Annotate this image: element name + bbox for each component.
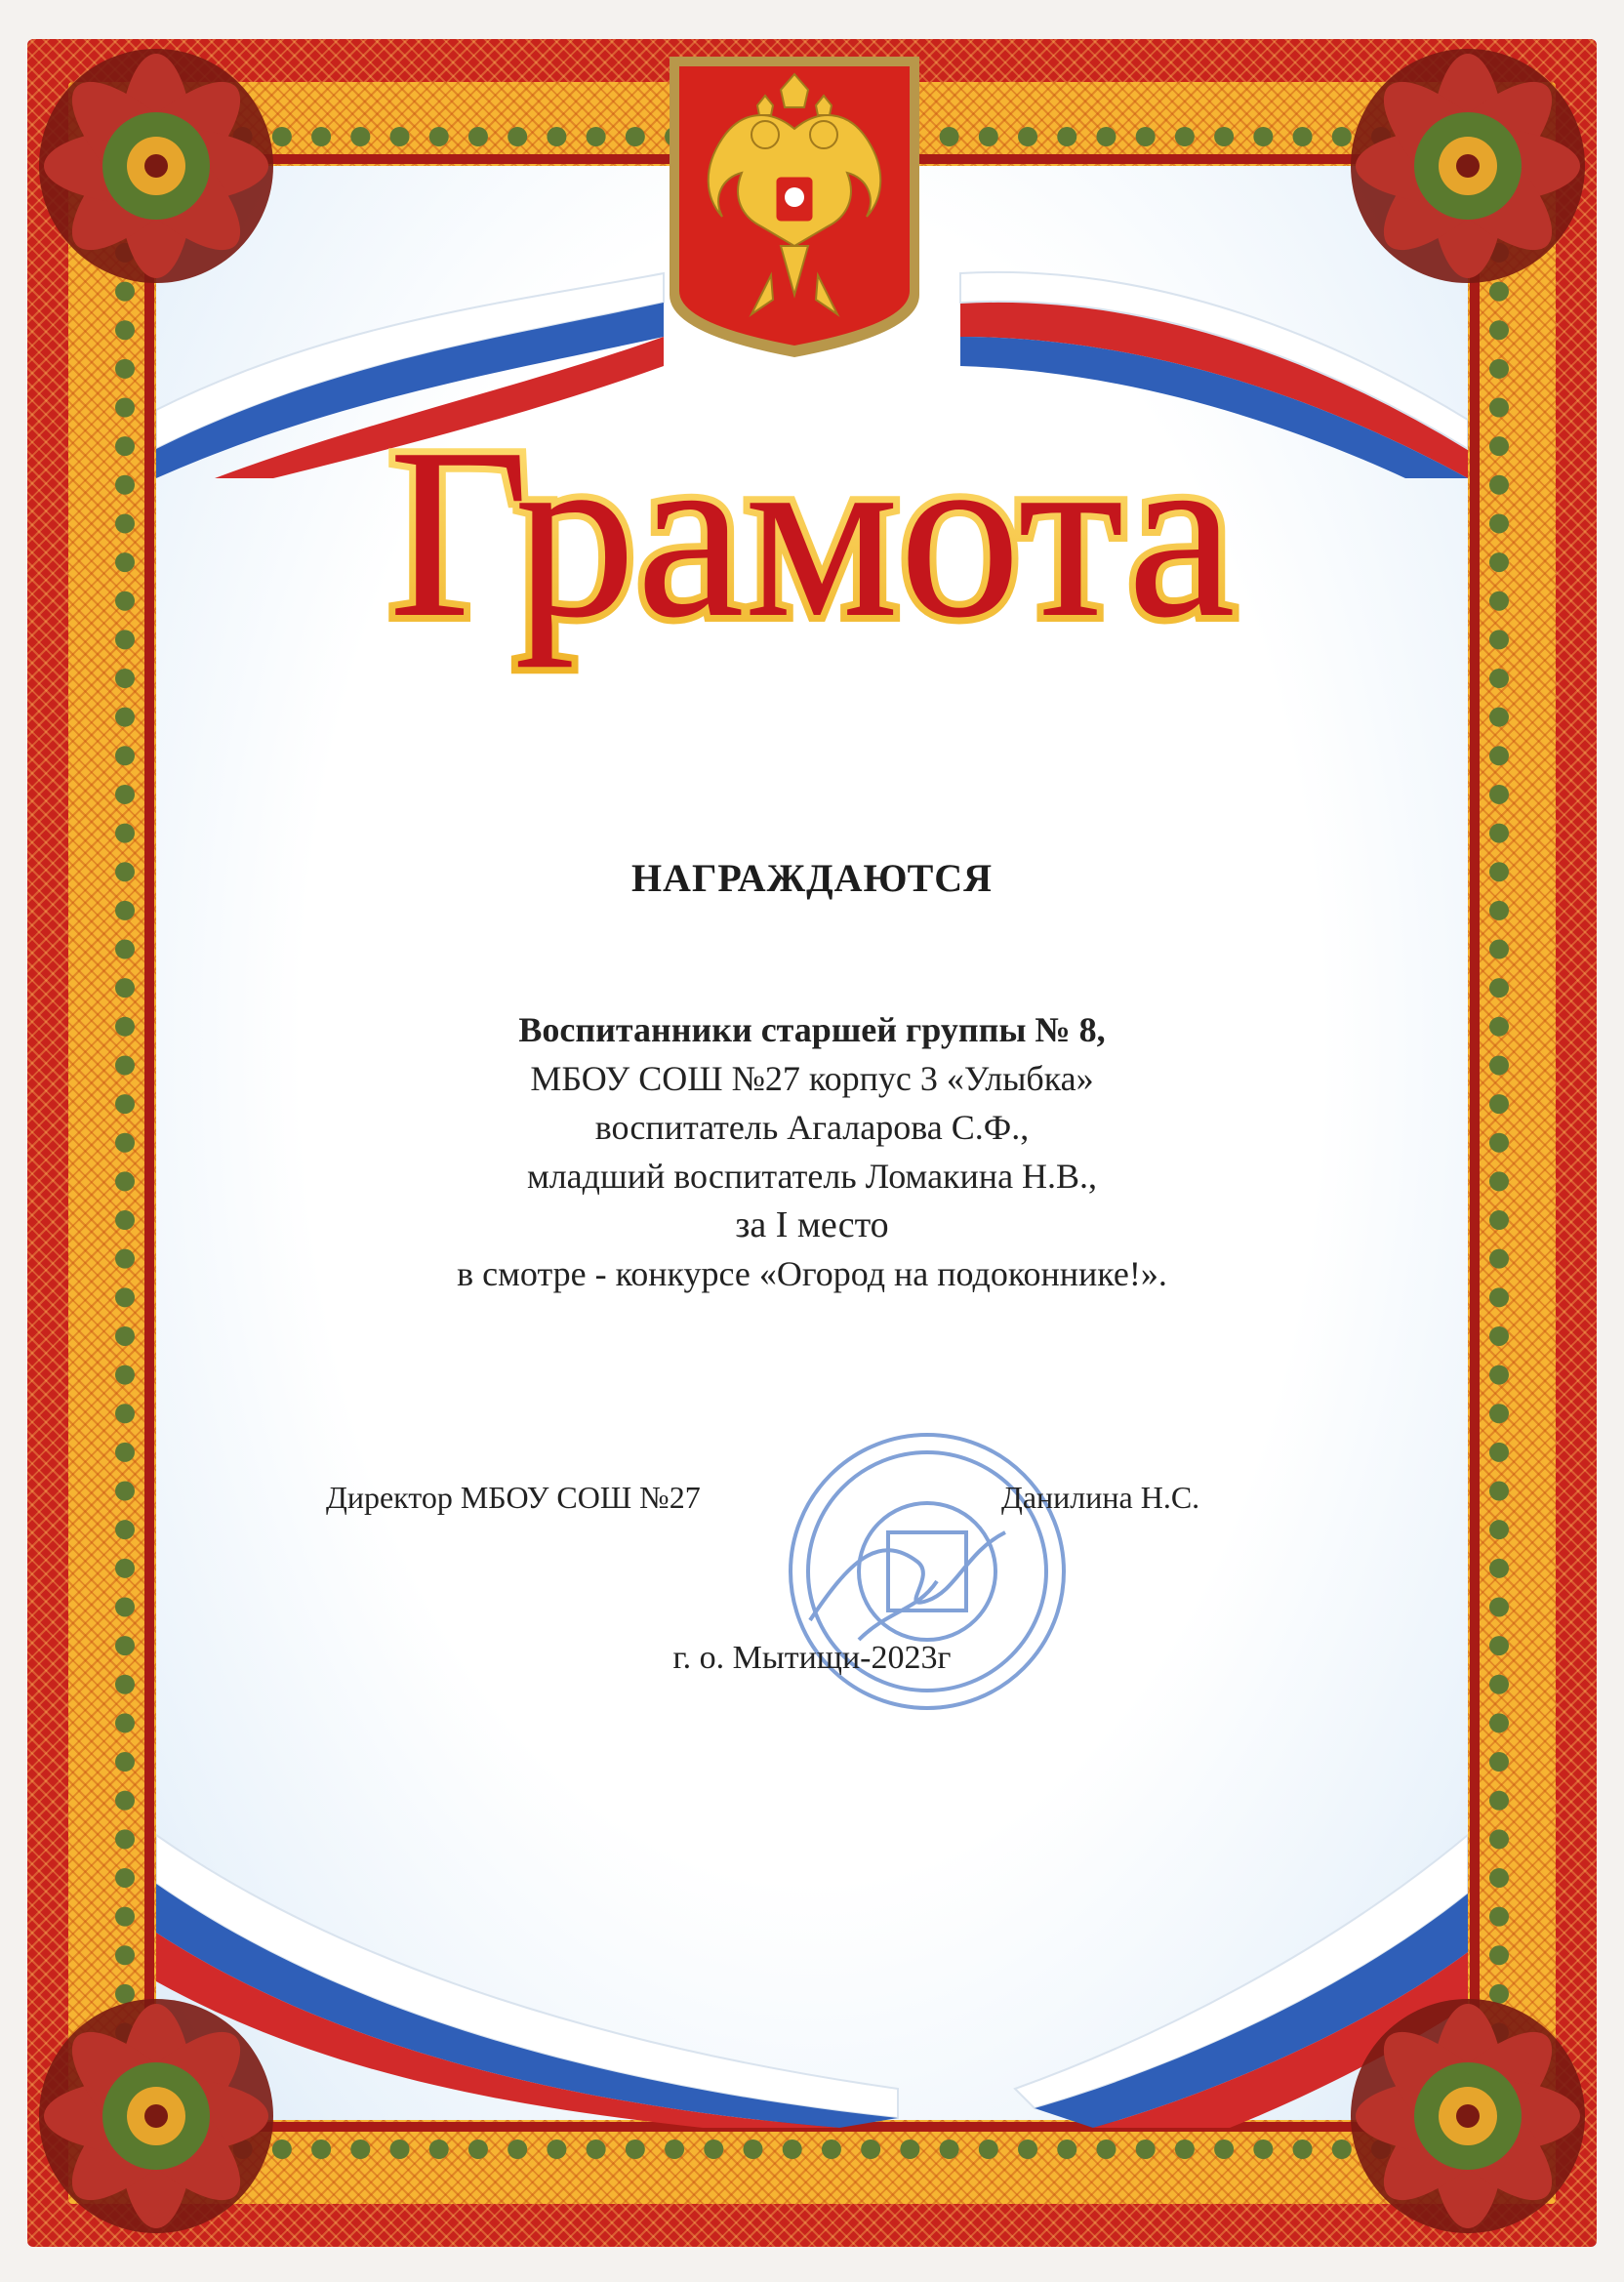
- certificate-title: [254, 322, 1370, 713]
- double-headed-eagle-icon: [664, 51, 925, 363]
- round-seal-icon: [771, 1415, 1083, 1728]
- award-body: [0, 1005, 1624, 1298]
- director-title: Директор МБОУ СОШ №27: [326, 1480, 701, 1515]
- place-and-year: г. о. Мытищи-2023г: [672, 1640, 952, 1676]
- floral-ornament-icon: [10, 20, 303, 312]
- floral-ornament-icon: [10, 1970, 303, 2262]
- director-name: Данилина Н.С.: [1001, 1480, 1200, 1515]
- school-line: МБОУ СОШ №27 корпус 3 «Улыбка»: [530, 1059, 1094, 1098]
- teacher-line: воспитатель Агаларова С.Ф.,: [594, 1108, 1030, 1147]
- floral-ornament-icon: [1321, 20, 1614, 312]
- place-line: за I место: [735, 1204, 889, 1245]
- contest-line: в смотре - конкурсе «Огород на подоконнике!».: [457, 1254, 1167, 1293]
- recipients-line: Воспитанники старшей группы № 8,: [518, 1010, 1106, 1049]
- assistant-teacher-line: младший воспитатель Ломакина Н.В.,: [526, 1157, 1098, 1196]
- award-heading: НАГРАЖДАЮТСЯ: [630, 856, 994, 900]
- title-text: Грамота: [388, 398, 1236, 669]
- bottom-flag-ribbon: [156, 1796, 1468, 2128]
- signature-block: [0, 1480, 1624, 1528]
- floral-ornament-icon: [1321, 1970, 1614, 2262]
